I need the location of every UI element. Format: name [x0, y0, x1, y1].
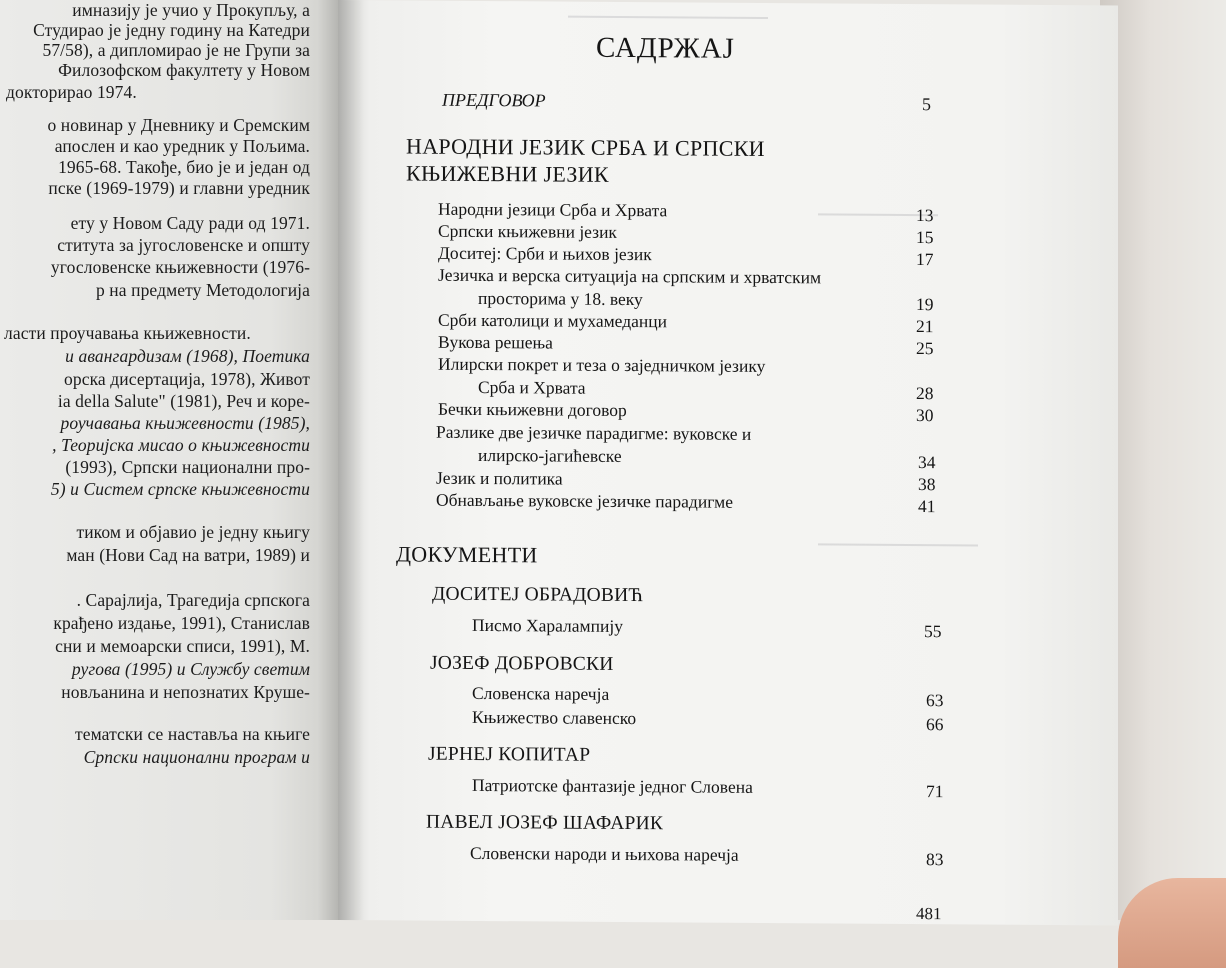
toc-entry-continuation: илирско-јагићевске: [478, 444, 622, 466]
background-surface: [1100, 0, 1226, 920]
author-heading: ЈЕРНЕЈ КОПИТАР: [428, 743, 591, 766]
author-heading: ПАВЕЛ ЈОЗЕФ ШАФАРИК: [426, 811, 664, 835]
page-title: САДРЖАЈ: [596, 31, 735, 65]
left-page-line: тиком и објавио је једну књигу: [76, 522, 310, 542]
left-page-line: о новинар у Дневнику и Сремским: [47, 115, 310, 135]
left-page-line: апослен и као уредник у Пољима.: [54, 136, 310, 156]
toc-page-number: 55: [924, 621, 942, 642]
left-page-line: ругова (1995) и Службу светим: [71, 659, 310, 679]
left-page-line: . Сарајлија, Трагедија српскога: [76, 590, 310, 610]
toc-page-number: 15: [916, 227, 934, 248]
left-page-line: р на предмету Методологија: [95, 280, 310, 300]
toc-page-number: 66: [926, 714, 944, 735]
part-title: НАРОДНИ ЈЕЗИК СРБА И СРПСКИ: [406, 133, 765, 161]
toc-entry: Српски књижевни језик: [438, 220, 617, 242]
toc-entry: Народни језици Срба и Хрвата: [438, 198, 668, 221]
left-page-line: докторирао 1974.: [6, 82, 137, 102]
preface-entry: ПРЕДГОВОР: [442, 89, 546, 111]
toc-page-number: 13: [916, 205, 934, 226]
left-page-line: и авангардизам (1968), Поетика: [65, 346, 310, 366]
part-title: КЊИЖЕВНИ ЈЕЗИК: [406, 160, 609, 187]
left-page-line: сни и мемоарски списи, 1991), М.: [55, 636, 310, 656]
toc-entry: Језик и политика: [436, 467, 563, 489]
left-page-line: ia della Salute" (1981), Реч и коре-: [57, 391, 310, 411]
toc-entry: Срби католици и мухамеданци: [438, 309, 667, 332]
toc-entry: Писмо Харалампију: [472, 614, 623, 636]
left-page-line: роучавања књижевности (1985),: [60, 413, 310, 433]
toc-page-number: 30: [916, 405, 934, 426]
left-page: [0, 0, 338, 920]
left-page-line: (1993), Српски национални про-: [65, 457, 310, 477]
right-page-gutter-shadow: [338, 0, 364, 920]
toc-entry: Књижество славенско: [472, 706, 637, 729]
toc-page-number: 19: [916, 294, 934, 315]
show-through-mark: [568, 16, 768, 19]
left-page-line: угословенске књижевности (1976-: [50, 257, 310, 277]
left-page-line: 5) и Систем српске књижевности: [50, 479, 310, 499]
author-heading: ЈОЗЕФ ДОБРОВСКИ: [430, 652, 614, 675]
toc-page-number: 41: [918, 496, 936, 517]
author-heading: ДОСИТЕЈ ОБРАДОВИЋ: [432, 583, 644, 607]
left-page-line: , Теоријска мисао о књижевности: [52, 435, 310, 455]
toc-entry: Словенска наречја: [472, 682, 610, 704]
toc-page-number: 25: [916, 338, 934, 359]
left-page-line: крађено издање, 1991), Станислав: [53, 613, 310, 633]
toc-entry-continuation: просторима у 18. веку: [478, 287, 643, 310]
left-page-line: орска дисертација, 1978), Живот: [64, 369, 310, 389]
left-page-line: 57/58), а дипломирао је не Групи за: [42, 40, 310, 60]
left-page-line: Филозофском факултету у Новом: [58, 60, 310, 80]
left-page-line: новљанина и непознатих Круше-: [61, 682, 310, 702]
part-title: ДОКУМЕНТИ: [396, 541, 538, 568]
left-page-gutter-shadow: [318, 0, 338, 920]
preface-page-number: 5: [922, 94, 931, 115]
toc-page-number: 21: [916, 316, 934, 337]
left-page-line: Студирао је једну годину на Катедри: [33, 20, 310, 40]
left-page-line: 1965-68. Такође, био је и један од: [58, 157, 310, 177]
left-page-line: имназију је учио у Прокупљу, а: [72, 0, 310, 20]
toc-entry: Обнављање вуковске језичке парадигме: [436, 489, 733, 512]
toc-page-number: 63: [926, 690, 944, 711]
toc-entry: Патриотске фантазије једног Словена: [472, 774, 753, 797]
left-page-line: ман (Нови Сад на ватри, 1989) и: [66, 545, 310, 565]
toc-entry: Вукова решења: [438, 331, 553, 353]
toc-page-number: 83: [926, 849, 944, 870]
toc-entry: Разлике две језичке парадигме: вуковске и: [436, 421, 752, 444]
left-page-line: ститута за југословенске и општу: [57, 235, 310, 255]
page-number: 481: [916, 904, 942, 924]
left-page-line: ету у Новом Саду ради од 1971.: [70, 213, 310, 233]
toc-entry: Доситеј: Срби и њихов језик: [438, 242, 652, 265]
contents-page: [338, 0, 1118, 925]
left-page-line: пске (1969-1979) и главни уредник: [48, 178, 310, 198]
show-through-mark: [818, 543, 978, 546]
toc-page-number: 17: [916, 249, 934, 270]
toc-page-number: 28: [916, 383, 934, 404]
left-page-line: Српски национални програм и: [83, 747, 310, 767]
toc-entry-continuation: Срба и Хрвата: [478, 376, 586, 398]
toc-entry: Словенски народи и њихова наречја: [470, 842, 739, 865]
toc-page-number: 38: [918, 474, 936, 495]
toc-entry: Језичка и верска ситуација на српским и хрватским: [438, 264, 822, 288]
toc-page-number: 71: [926, 781, 944, 802]
toc-entry: Бечки књижевни договор: [438, 398, 627, 421]
left-page-line: тематски се наставља на књиге: [75, 724, 310, 744]
toc-page-number: 34: [918, 452, 936, 473]
left-page-line: ласти проучавања књижевности.: [4, 323, 251, 343]
toc-entry: Илирски покрет и теза о заједничком језику: [438, 353, 766, 376]
